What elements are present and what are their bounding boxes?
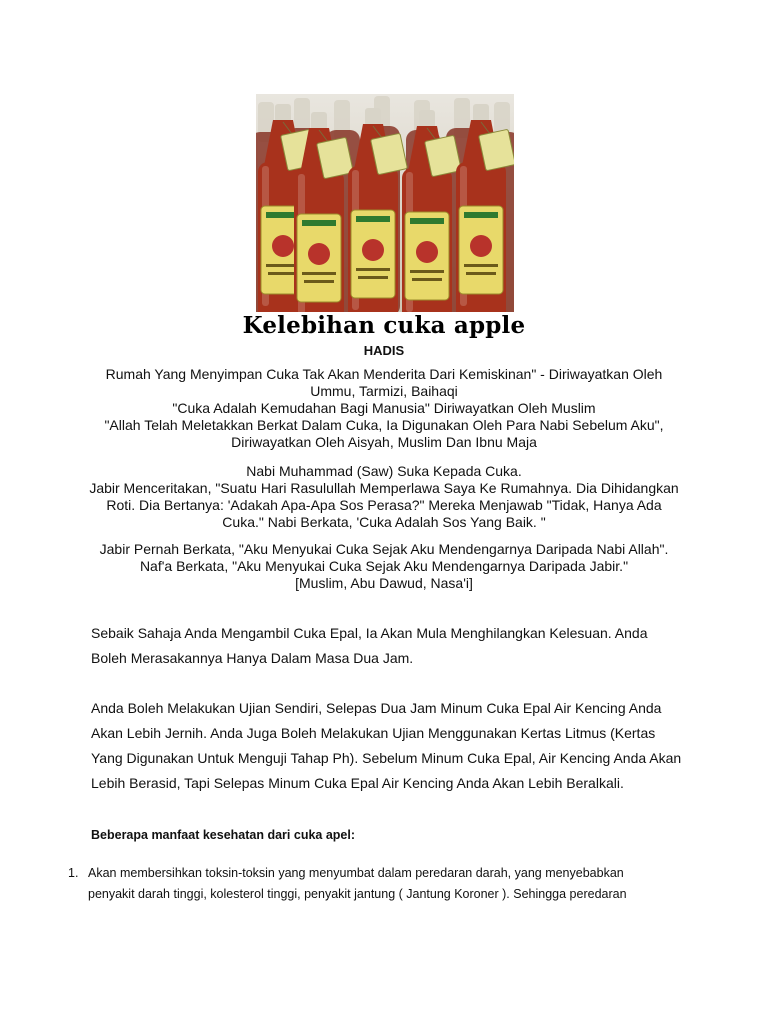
hadith-line: Jabir Menceritakan, "Suatu Hari Rasulullah Memperlawa Saya Ke Rumahnya. Dia Dihidangkan xyxy=(89,480,679,496)
bottle-label-band xyxy=(356,216,390,222)
hadith-block-2 xyxy=(84,463,684,531)
bottle-label-line xyxy=(356,268,390,271)
paragraph-line: Sebaik Sahaja Anda Mengambil Cuka Epal, Ia Akan Mula Menghilangkan Kelesuan. Anda xyxy=(91,625,648,641)
document-title: Kelebihan cuka apple xyxy=(242,312,526,339)
paragraph-line: Boleh Merasakannya Hanya Dalam Masa Dua Jam. xyxy=(91,650,414,666)
list-item-line: Akan membersihkan toksin-toksin yang menyumbat dalam peredaran darah, yang menyebabkan xyxy=(88,866,624,880)
bottle-label-line xyxy=(268,272,298,275)
bottle-label-line xyxy=(410,270,444,273)
hadith-line: Naf'a Berkata, "Aku Menyukai Cuka Sejak Aku Mendengarnya Daripada Jabir." xyxy=(139,558,629,574)
paragraph-line: Anda Boleh Melakukan Ujian Sendiri, Selepas Dua Jam Minum Cuka Epal Air Kencing Anda xyxy=(91,700,662,716)
hadith-line: Nabi Muhammad (Saw) Suka Kepada Cuka. xyxy=(246,463,522,479)
paragraph-line: Lebih Berasid, Tapi Selepas Minum Cuka Epal Air Kencing Anda Akan Lebih Beralkali. xyxy=(91,775,624,791)
hadith-line: Cuka." Nabi Berkata, 'Cuka Adalah Sos Yang Baik. " xyxy=(222,514,546,530)
hadith-line: "Cuka Adalah Kemudahan Bagi Manusia" Diriwayatkan Oleh Muslim xyxy=(172,400,596,416)
bottle-cap xyxy=(419,110,435,128)
paragraph-2 xyxy=(91,696,691,796)
bottle-label-band xyxy=(464,212,498,218)
apple-vinegar-bottles-photo xyxy=(256,94,514,312)
bottle-cap xyxy=(365,108,381,126)
bottle-label-band xyxy=(302,220,336,226)
bottle-label-line xyxy=(466,272,496,275)
list-item-number: 1. xyxy=(68,866,79,880)
bottle-label-apple xyxy=(308,243,330,265)
paragraph-line: Akan Lebih Jernih. Anda Juga Boleh Melakukan Ujian Menggunakan Kertas Litmus (Kertas xyxy=(91,725,656,741)
paragraph-1 xyxy=(91,621,691,671)
bottle-cap xyxy=(473,104,489,122)
bottle-cap xyxy=(275,104,291,122)
bottle-label-line xyxy=(302,272,336,275)
bottle-cap xyxy=(311,112,327,130)
hadith-line: "Allah Telah Meletakkan Berkat Dalam Cuka, Ia Digunakan Oleh Para Nabi Sebelum Aku", xyxy=(104,417,664,433)
list-item-text xyxy=(88,863,708,905)
benefits-heading: Beberapa manfaat kesehatan dari cuka apel: xyxy=(91,828,356,842)
bottle-label-line xyxy=(358,276,388,279)
bottle-label-line xyxy=(304,280,334,283)
hadith-line: Ummu, Tarmizi, Baihaqi xyxy=(310,383,458,399)
hadith-line: Roti. Dia Bertanya: 'Adakah Apa-Apa Sos Perasa?" Mereka Menjawab "Tidak, Hanya Ada xyxy=(106,497,662,513)
bottle-label-apple xyxy=(272,235,294,257)
bottle-label-line xyxy=(412,278,442,281)
hadith-block-1 xyxy=(84,366,684,451)
bottle-label-apple xyxy=(416,241,438,263)
hadith-line: Rumah Yang Menyimpan Cuka Tak Akan Menderita Dari Kemiskinan" - Diriwayatkan Oleh xyxy=(105,366,663,382)
bottles-illustration xyxy=(256,94,514,312)
document-subtitle: HADIS xyxy=(363,343,405,358)
list-item-line: penyakit darah tinggi, kolesterol tinggi, penyakit jantung ( Jantung Koroner ). Sehingga peredaran xyxy=(88,887,627,901)
hadith-line: Diriwayatkan Oleh Aisyah, Muslim Dan Ibnu Maja xyxy=(231,434,537,450)
bottle-label-line xyxy=(464,264,498,267)
hadith-line: Jabir Pernah Berkata, "Aku Menyukai Cuka Sejak Aku Mendengarnya Daripada Nabi Allah". xyxy=(99,541,669,557)
paragraph-line: Yang Digunakan Untuk Menguji Tahap Ph). Sebelum Minum Cuka Epal, Air Kencing Anda Akan xyxy=(91,750,682,766)
hadith-block-3 xyxy=(84,541,684,592)
bottle-label-apple xyxy=(470,235,492,257)
bottle-label-band xyxy=(410,218,444,224)
bottle-label-apple xyxy=(362,239,384,261)
hadith-line: [Muslim, Abu Dawud, Nasa'i] xyxy=(295,575,473,591)
